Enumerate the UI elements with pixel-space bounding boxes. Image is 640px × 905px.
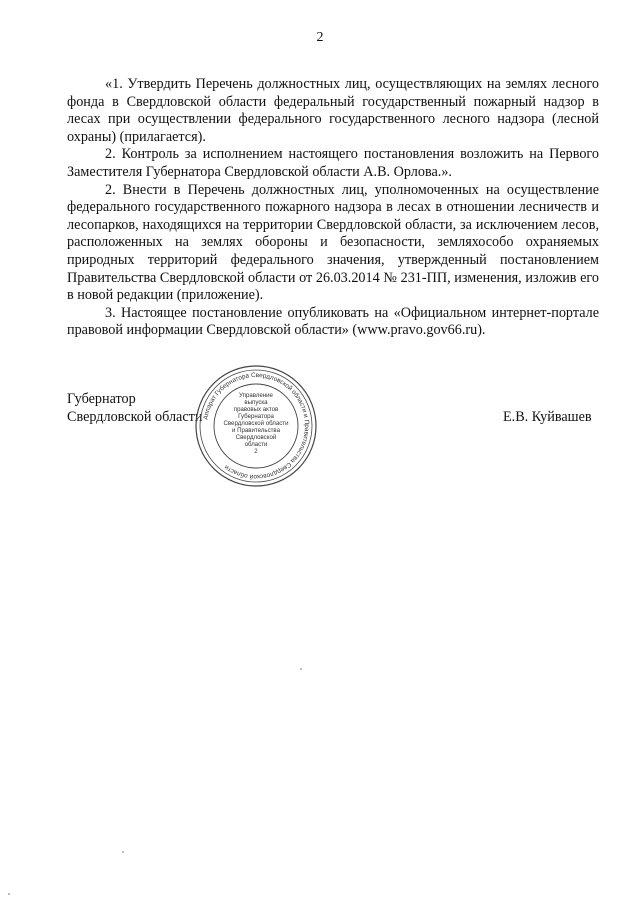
paragraph-1: «1. Утвердить Перечень должностных лиц, осуществляющих на землях лесного фонда в Свердловской области федеральный государственный пожарный надзор в лесах при осуществлении федерального государственного лесного надзора (лесной охраны) (прилагается). [67, 76, 599, 145]
signatory-position [67, 391, 202, 426]
seal-ring-text: Аппарат Губернатора Свердловской области и Правительства Свердловской области [202, 371, 311, 481]
seal-line-6: и Правительства [232, 427, 280, 434]
page-number: 2 [316, 30, 324, 45]
signatory-position-line2: Свердловской области [67, 408, 203, 425]
paragraph-3: 2. Внести в Перечень должностных лиц, уполномоченных на осуществление федерального государственного пожарного надзора в лесах в отношении лесничеств и лесопарков, находящихся на территории Свердловской области, за исключением лесов, расположенных на землях обороны и безопасности, земляхособо охраняемых природных территорий федерального значения, утвержденный постановлением Правительства Свердловской области от 26.03.2014 № 231-ПП, изменения, изложив его в новой редакции (приложение). [67, 181, 599, 304]
seal-line-2: выпуска [244, 399, 268, 406]
document-body [67, 76, 599, 340]
signatory-position-line1: Губернатор [67, 391, 136, 407]
seal-graphic [194, 364, 318, 488]
scan-speck [122, 851, 124, 853]
paragraph-2: 2. Контроль за исполнением настоящего постановления возложить на Первого Заместителя Губернатора Свердловской области А.В. Орлова.». [67, 146, 599, 180]
seal-line-5: Свердловской области [223, 420, 289, 427]
seal-line-8: области [244, 441, 268, 448]
scan-speck [8, 893, 10, 895]
seal-line-1: Управление [239, 392, 273, 399]
paragraph-4: 3. Настоящее постановление опубликовать на «Официальном интернет-портале правовой информации Свердловской области» (www.pravo.gov66.ru). [67, 304, 599, 339]
seal-line-7: Свердловской [235, 434, 277, 441]
signatory-name: Е.В. Куйвашев [503, 409, 592, 425]
seal-line-4: Губернатора [238, 413, 274, 420]
scan-speck [300, 668, 302, 670]
official-seal [194, 364, 318, 488]
seal-line-9: 2 [254, 448, 258, 455]
seal-line-3: правовых актов [233, 406, 279, 413]
